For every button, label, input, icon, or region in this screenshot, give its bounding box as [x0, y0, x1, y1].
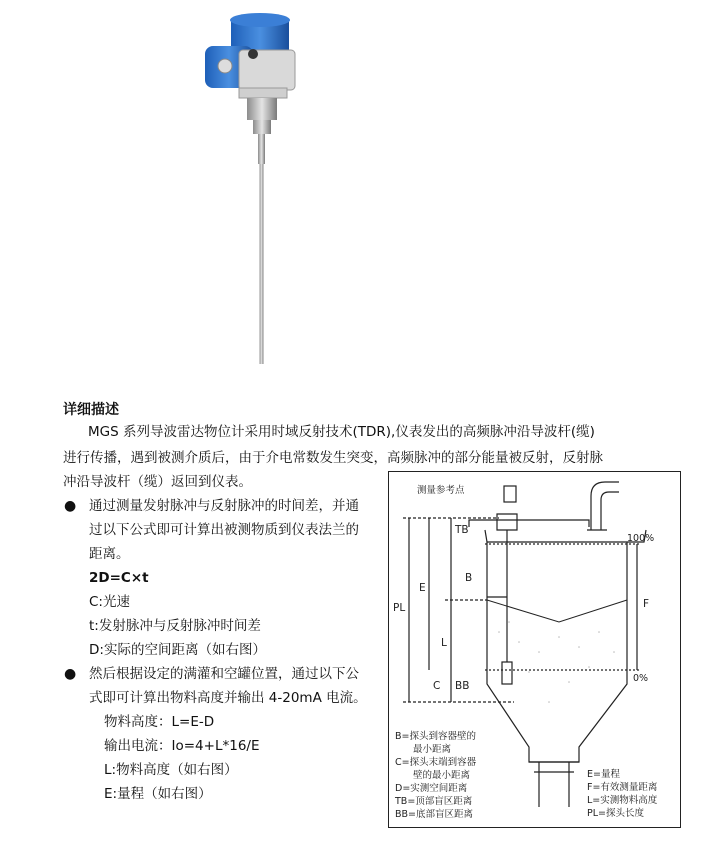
legend-right: [587, 768, 657, 820]
intro-line-3: 冲沿导波杆（缆）返回到仪表。: [63, 474, 252, 490]
ref-point-label: 测量参考点: [417, 485, 465, 496]
def-d: D:实际的空间距离（如右图）: [89, 642, 266, 658]
bullet-2-line-1: 然后根据设定的满灌和空罐位置，通过以下公: [89, 666, 359, 682]
legend-item: L=实测物料高度: [587, 795, 658, 806]
level-100-label: 100%: [627, 533, 655, 544]
tank-diagram: [388, 471, 681, 828]
legend-item: B=探头到容器壁的: [395, 731, 476, 742]
legend-item: TB=顶部盲区距离: [395, 796, 473, 807]
legend-item: BB=底部盲区距离: [395, 809, 473, 820]
def-l: L:物料高度（如右图）: [104, 762, 238, 778]
bullet-symbol: ●: [64, 498, 77, 514]
bullet-1-line-2: 过以下公式即可计算出被测物质到仪表法兰的: [89, 522, 359, 538]
bullet-2-line-2: 式即可计算出物料高度并输出 4-20mA 电流。: [89, 690, 367, 706]
legend-item: PL=探头长度: [587, 808, 644, 819]
formula-material-height: 物料高度：L=E-D: [104, 714, 215, 730]
product-image: [195, 10, 315, 370]
legend-left: [395, 730, 476, 821]
formula-output-current: 输出电流：Io=4+L*16/E: [104, 738, 260, 754]
bullet-1-line-1: 通过测量发射脉冲与反射脉冲的时间差，并通: [89, 498, 359, 514]
def-t: t:发射脉冲与反射脉冲时间差: [89, 618, 261, 634]
dim-l: L: [441, 637, 447, 649]
legend-item: D=实测空间距离: [395, 783, 468, 794]
dim-pl: PL: [393, 602, 406, 614]
dim-e: E: [419, 582, 426, 594]
legend-item: C=探头末端到容器: [395, 757, 477, 768]
section-heading: 详细描述: [63, 402, 119, 418]
legend-item: 壁的最小距离: [413, 770, 471, 781]
def-e: E:量程（如右图）: [104, 786, 212, 802]
legend-item: F=有效测量距离: [587, 782, 658, 793]
legend-item: E=量程: [587, 769, 620, 780]
legend-item: 最小距离: [413, 744, 452, 755]
dim-tb: TB: [455, 524, 469, 536]
intro-line-2: 进行传播，遇到被测介质后，由于介电常数发生突变，高频脉冲的部分能量被反射，反射脉: [63, 450, 603, 466]
dim-c: C: [433, 680, 441, 692]
bullet-symbol: ●: [64, 666, 77, 682]
formula-2d: 2D=C×t: [89, 570, 149, 586]
def-c: C:光速: [89, 594, 130, 610]
bullet-1-line-3: 距离。: [89, 546, 130, 562]
dim-f: F: [643, 598, 650, 610]
level-0-label: 0%: [633, 673, 649, 684]
intro-line-1: MGS 系列导波雷达物位计采用时域反射技术(TDR),仪表发出的高频脉冲沿导波杆(缆): [88, 424, 595, 440]
dim-b: B: [465, 572, 473, 584]
dim-bb: BB: [455, 680, 470, 692]
